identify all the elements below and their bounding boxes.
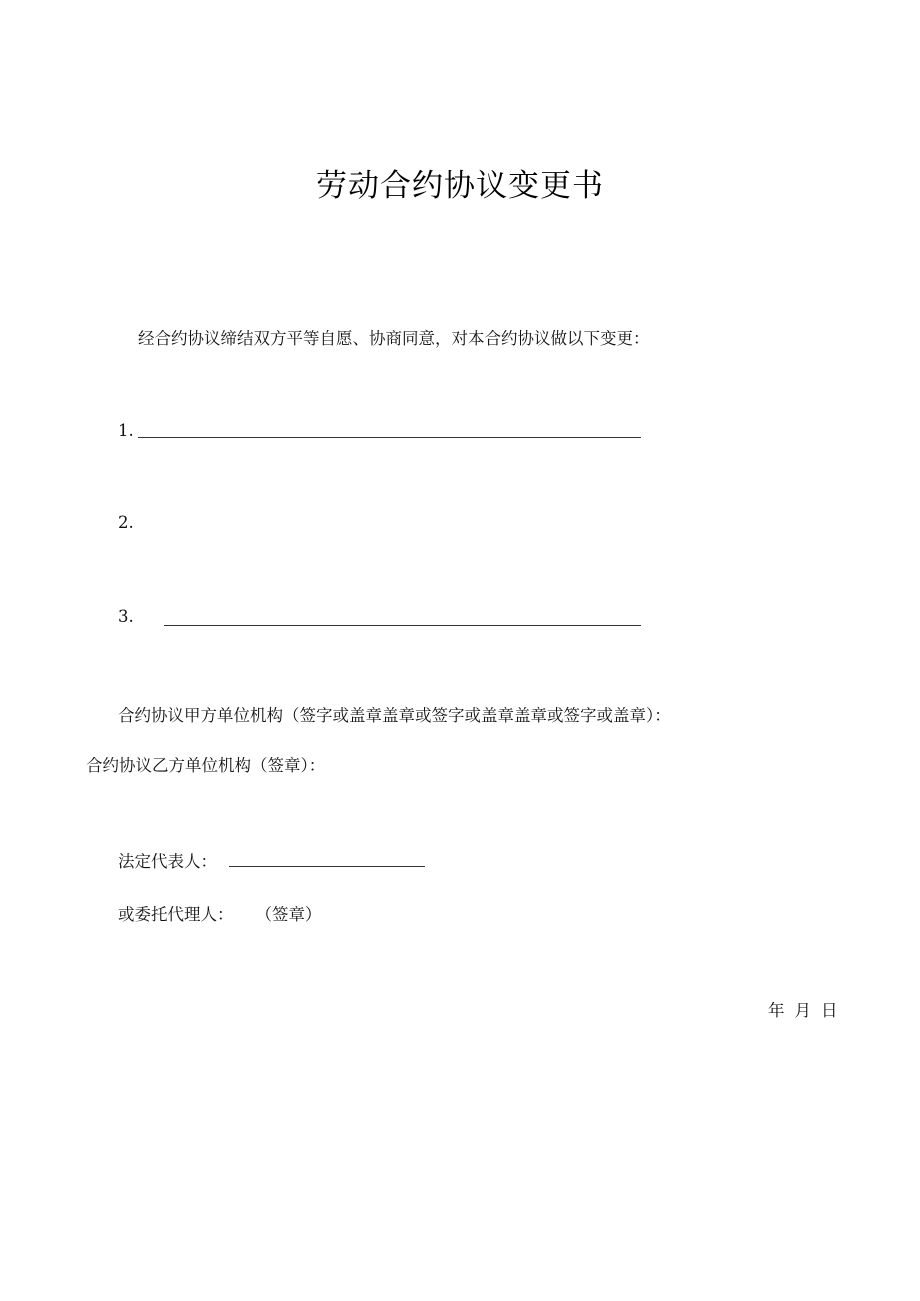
date-day: 日 — [821, 1001, 838, 1020]
authorized-agent-row — [118, 901, 322, 925]
intro-paragraph: 经合约协议缔结双方平等自愿、协商同意，对本合约协议做以下变更： — [138, 329, 650, 348]
date-line — [768, 997, 838, 1021]
date-month: 月 — [794, 1001, 811, 1020]
change-item-1 — [118, 421, 134, 440]
document-title: 劳动合约协议变更书 — [316, 168, 604, 204]
item-number: 2. — [118, 513, 134, 532]
authorized-agent-label: 或委托代理人： — [118, 905, 234, 924]
change-item-3 — [118, 607, 134, 626]
item-number: 1. — [118, 421, 134, 440]
change-item-2 — [118, 513, 134, 532]
party-b-signature-label: 合约协议乙方单位机构（签章）： — [86, 756, 326, 775]
item-number: 3. — [118, 607, 134, 626]
party-a-signature-label: 合约协议甲方单位机构（签字或盖章盖章或签字或盖章盖章或签字或盖章）： — [118, 706, 671, 725]
agent-seal-note: （签章） — [255, 905, 322, 924]
change-item-1-blank-line — [138, 437, 641, 438]
legal-representative-blank-line — [229, 866, 425, 867]
date-year: 年 — [768, 1001, 785, 1020]
legal-representative-label: 法定代表人： — [118, 852, 217, 871]
change-item-3-blank-line — [164, 625, 641, 626]
